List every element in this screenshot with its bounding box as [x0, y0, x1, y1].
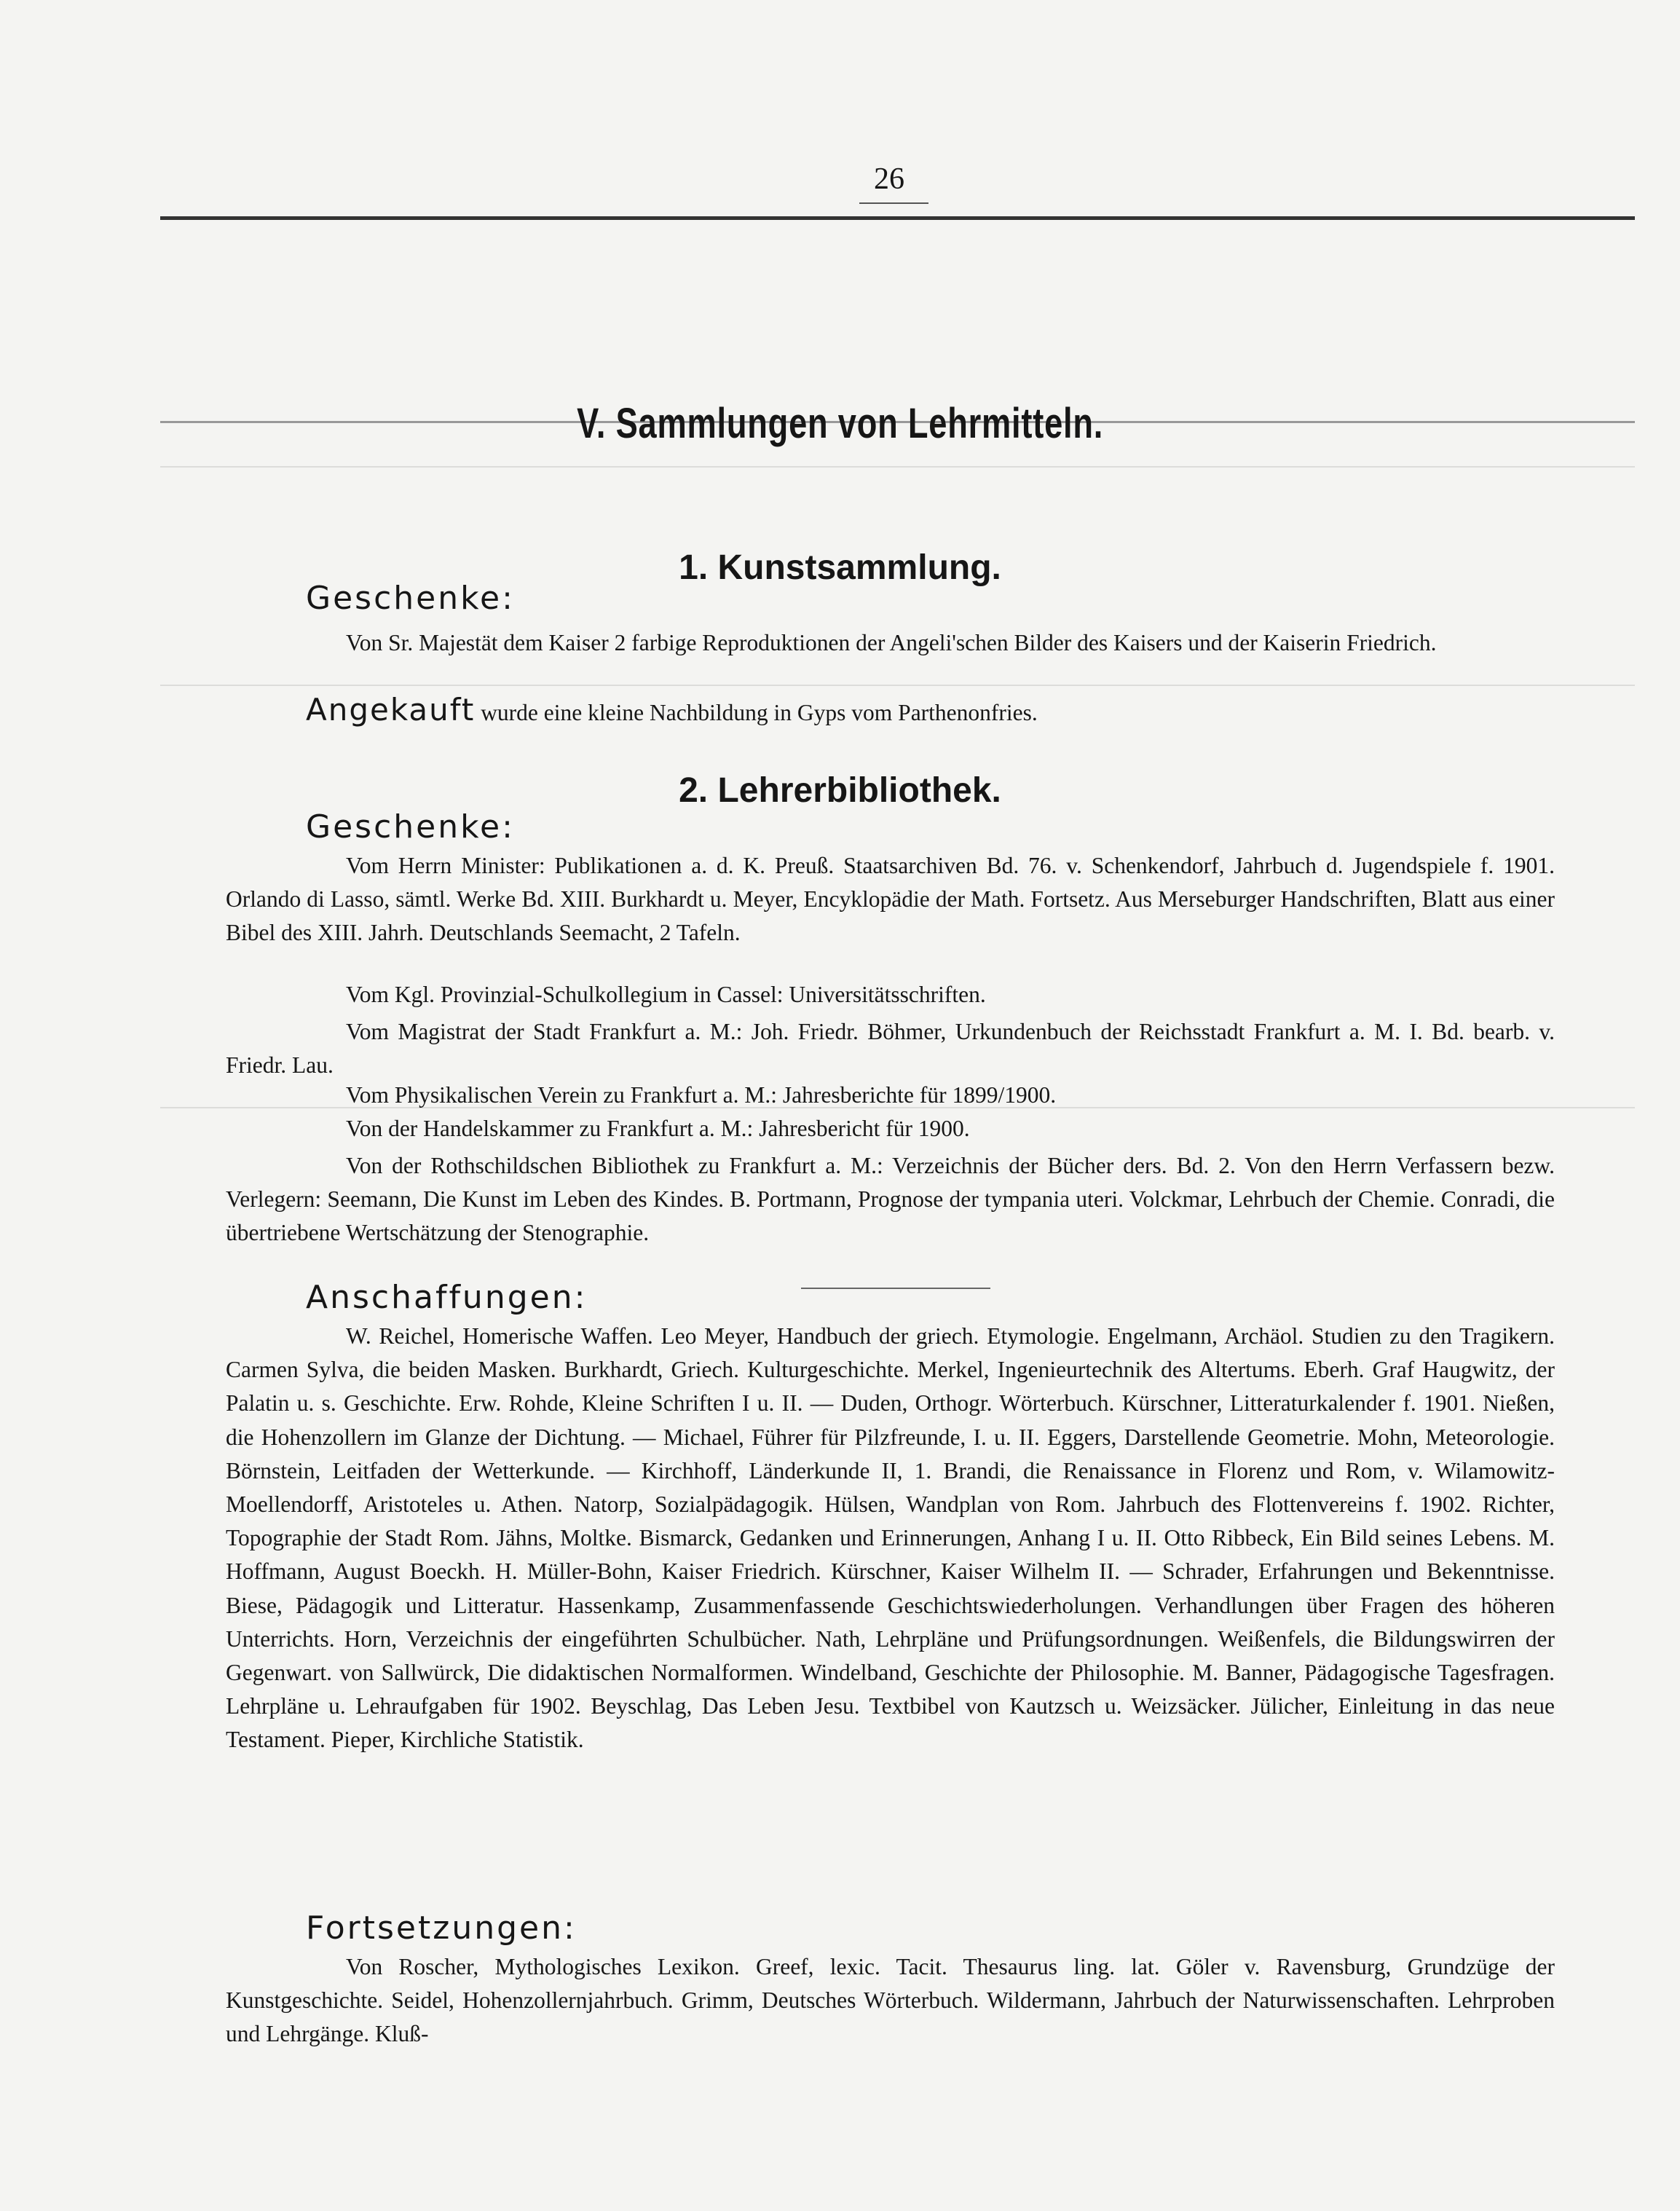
geschenke-p6-text: Von der Rothschildschen Bibliothek zu Frankfurt a. M.: Verzeichnis der Bücher ders. Bd. 2. Von den Herrn Verfassern bezw. Verlegern: Seemann, Die Kunst im Leben des Kindes. B. Portmann, Prognose der tympania uteri. Volckmar, Lehrbuch der Chemie. Conradi, die übertriebene Wertschätzung der Stenographie. — [226, 1153, 1555, 1246]
kunstsammlung-heading: 1. Kunstsammlung. — [679, 548, 1001, 587]
kunst-angekauft-label: Angekauft — [306, 692, 476, 728]
kunst-geschenke-text — [226, 626, 1555, 660]
anschaffungen-label: Anschaffungen: — [306, 1279, 588, 1316]
bibliothek-geschenke-p5: Von der Handelskammer zu Frankfurt a. M.: Jahresbericht für 1900. — [346, 1116, 970, 1141]
header-rule — [160, 216, 1635, 220]
anschaffungen-text — [226, 1320, 1555, 1757]
show-through-rule — [160, 466, 1635, 468]
bibliothek-geschenke-p3 — [226, 1015, 1555, 1082]
fortsetzungen-label: Fortsetzungen: — [306, 1910, 577, 1947]
page-number: 26 — [874, 162, 904, 196]
anschaffungen-body: W. Reichel, Homerische Waffen. Leo Meyer, Handbuch der griech. Etymologie. Engelmann, Archäol. Studien zu den Tragikern. Carmen Sylva, die beiden Masken. Burkhardt, Griech. Kulturgeschichte. Merkel, Ingenieurtechnik des Altertums. Eberh. Graf Haugwitz, der Palatin u. s. Geschichte. Erw. Rohde, Kleine Schriften I u. II. — Duden, Orthogr. Wörterbuch. Kürschner, Litteraturkalender f. 1901. Nießen, die Hohenzollern im Glanze der Dichtung. — Michael, Führer für Pilzfreunde, I. u. II. Eggers, Darstellende Geometrie. Mohn, Meteorologie. Börnstein, Leitfaden der Wetterkunde. — Kirchhoff, Länderkunde II, 1. Brandi, die Renaissance in Florenz und Rom, v. Wilamowitz-Moellendorff, Aristoteles u. Athen. Natorp, Sozialpädagogik. Hülsen, Wandplan von Rom. Jahrbuch des Flottenvereins f. 1902. Richter, Topographie der Stadt Rom. Jähns, Moltke. Bismarck, Gedanken und Erinnerungen, Anhang I u. II. Otto Ribbeck, Ein Bild seines Lebens. M. Hoffmann, August Boeckh. H. Müller-Bohn, Kaiser Friedrich. Kürschner, Kaiser Wilhelm II. — Schrader, Erfahrungen und Bekenntnisse. Biese, Pädagogik und Litteratur. Hassenkamp, Zusammenfassende Geschichtswiederholungen. Verhandlungen über Fragen des höheren Unterrichts. Horn, Verzeichnis der eingeführten Schulbücher. Nath, Lehrpläne und Prüfungsordnungen. Weißenfels, die Bildungswirren der Gegenwart. von Sallwürck, Die didaktischen Normalformen. Windelband, Geschichte der Philosophie. M. Banner, Pädagogische Tagesfragen. Lehrpläne u. Lehraufgaben für 1902. Beyschlag, Das Leben Jesu. Textbibel von Kautzsch u. Weizsäcker. Jülicher, Einleitung in das neue Testament. Pieper, Kirchliche Statistik. — [226, 1323, 1555, 1753]
bibliothek-geschenke-p6 — [226, 1149, 1555, 1250]
bibliothek-geschenke-label: Geschenke: — [306, 808, 515, 846]
section-title: V. Sammlungen von Lehrmitteln. — [577, 400, 1104, 447]
geschenke-p3-text: Vom Magistrat der Stadt Frankfurt a. M.: Joh. Friedr. Böhmer, Urkundenbuch der Reichsstadt Frankfurt a. M. I. Bd. bearb. v. Friedr. Lau. — [226, 1019, 1555, 1079]
kunst-angekauft-text: wurde eine kleine Nachbildung in Gyps vom Parthenonfries. — [481, 700, 1038, 725]
kunst-angekauft — [306, 693, 1555, 730]
fortsetzungen-body: Von Roscher, Mythologisches Lexikon. Greef, lexic. Tacit. Thesaurus ling. lat. Göler v. Ravensburg, Grundzüge der Kunstgeschichte. Seidel, Hohenzollernjahrbuch. Grimm, Deutsches Wörterbuch. Wildermann, Jahrbuch der Naturwissenschaften. Lehrproben und Lehrgänge. Kluß- — [226, 1954, 1555, 2047]
page-number-underline — [859, 202, 928, 204]
bibliothek-geschenke-p1 — [226, 849, 1555, 950]
bibliothek-geschenke-p4: Vom Physikalischen Verein zu Frankfurt a. M.: Jahresberichte für 1899/1900. — [346, 1082, 1057, 1108]
fortsetzungen-text — [226, 1950, 1555, 2052]
kunst-geschenke-label: Geschenke: — [306, 580, 515, 617]
separator-rule — [801, 1288, 990, 1289]
show-through-rule — [160, 685, 1635, 686]
lehrerbibliothek-heading: 2. Lehrerbibliothek. — [679, 771, 1001, 810]
bibliothek-geschenke-p2: Vom Kgl. Provinzial-Schulkollegium in Cassel: Universitätsschriften. — [346, 982, 986, 1007]
geschenke-p1-text: Vom Herrn Minister: Publikationen a. d. K. Preuß. Staatsarchiven Bd. 76. v. Schenkendorf, Jahrbuch d. Jugendspiele f. 1901. Orlando di Lasso, sämtl. Werke Bd. XIII. Burkhardt u. Meyer, Encyklopädie der Math. Fortsetz. Aus Merseburger Handschriften, Blatt aus einer Bibel des XIII. Jahrh. Deutschlands Seemacht, 2 Tafeln. — [226, 853, 1555, 946]
kunst-geschenke-body: Von Sr. Majestät dem Kaiser 2 farbige Reproduktionen der Angeli'schen Bilder des Kaisers und der Kaiserin Friedrich. — [346, 630, 1437, 655]
